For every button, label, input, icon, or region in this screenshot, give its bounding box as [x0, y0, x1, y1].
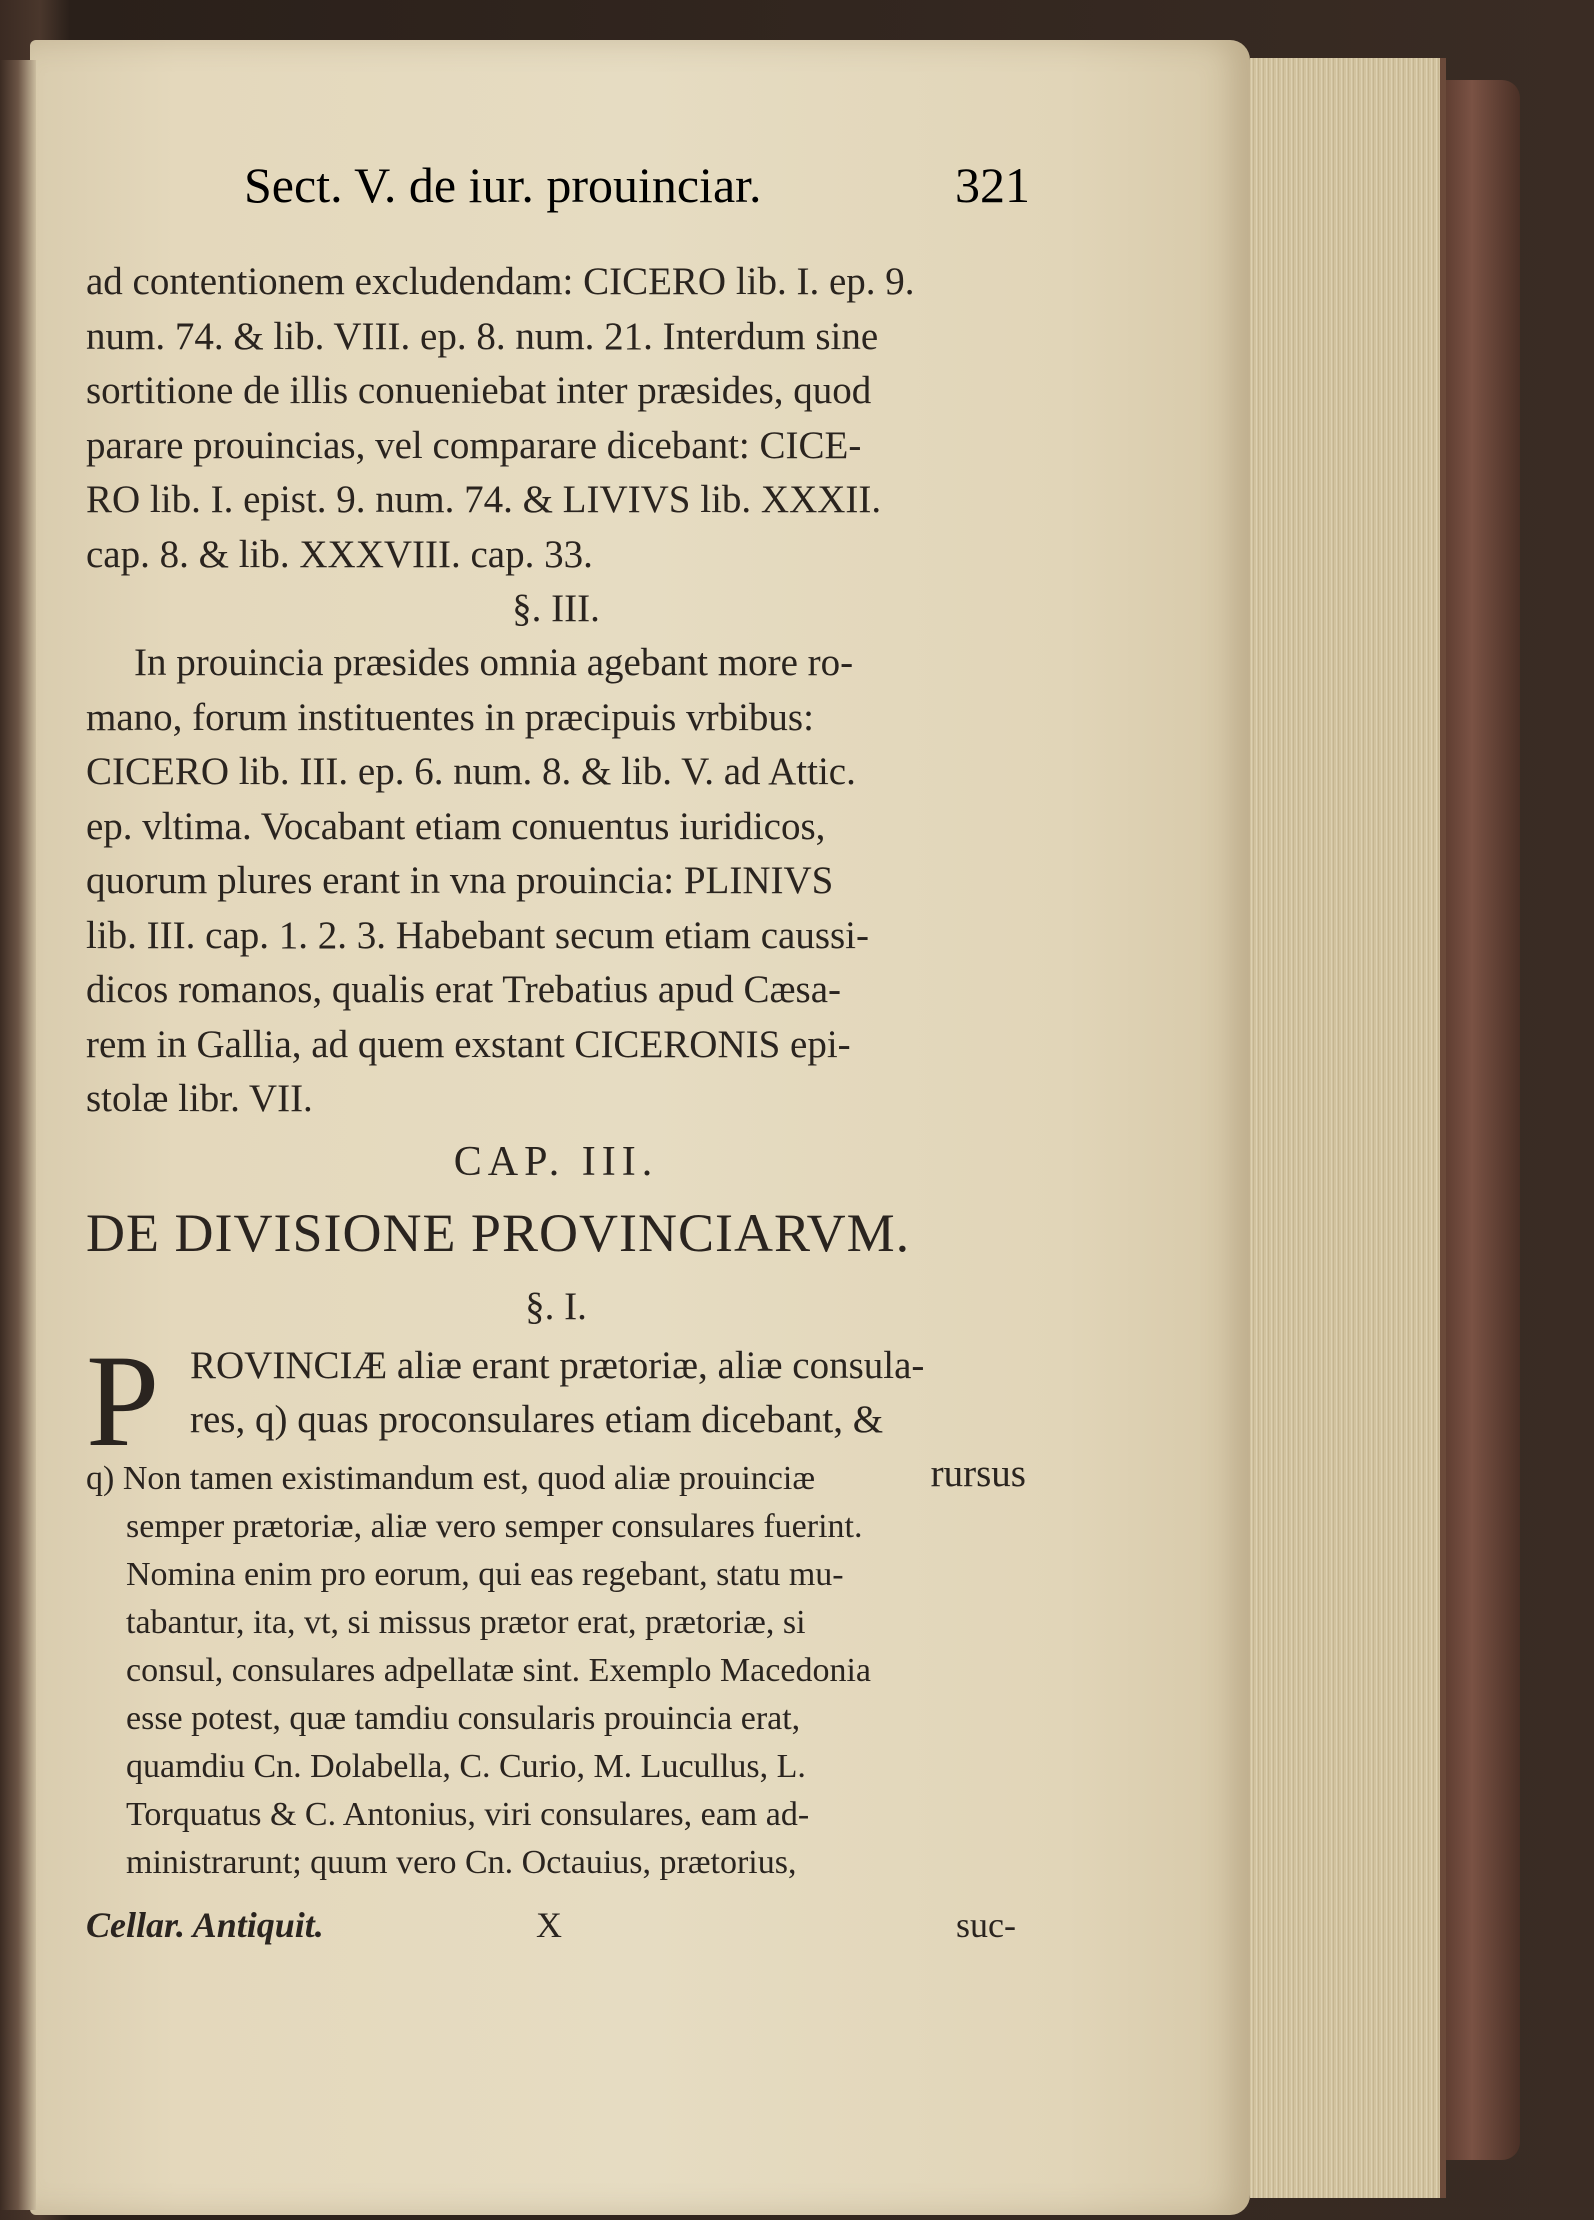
footnote — [86, 1455, 1026, 1887]
section-heading-iii: §. III. — [512, 587, 600, 630]
section-heading-i: §. I. — [525, 1284, 587, 1328]
footnote-line: esse potest, quæ tamdiu consularis prouincia erat, — [126, 1700, 801, 1737]
text-line: dicos romanos, qualis erat Trebatius apud Cæsa- — [86, 968, 841, 1011]
footnote-line: Nomina enim pro eorum, qui eas regebant, statu mu- — [126, 1556, 844, 1593]
main-text — [86, 255, 1026, 1507]
text-line: CICERO lib. III. ep. 6. num. 8. & lib. V. ad Attic. — [86, 750, 856, 793]
page-footer — [86, 1900, 1026, 1950]
page-edges — [1250, 58, 1446, 2198]
footnote-line: quamdiu Cn. Dolabella, C. Curio, M. Lucullus, L. — [126, 1748, 806, 1785]
running-header — [160, 150, 1030, 220]
text-line: rursus — [930, 1451, 1026, 1495]
text-line: In prouincia præsides omnia agebant more ro- — [134, 641, 854, 684]
chapter-title: DE DIVISIONE PROVINCIARVM. — [86, 1202, 911, 1263]
footnote-line: semper prætoriæ, aliæ vero semper consulares fuerint. — [126, 1508, 863, 1545]
page-number: 321 — [955, 157, 1030, 213]
text-line: cap. 8. & lib. XXXVIII. cap. 33. — [86, 532, 593, 576]
footnote-line: tabantur, ita, vt, si missus prætor erat, prætoriæ, si — [126, 1604, 806, 1641]
binding-gutter — [0, 60, 36, 2210]
footnote-line: q) Non tamen existimandum est, quod aliæ prouinciæ — [86, 1460, 816, 1497]
text-line: mano, forum instituentes in præcipuis vrbibus: — [86, 695, 814, 739]
text-line: num. 74. & lib. VIII. ep. 8. num. 21. Interdum sine — [86, 314, 879, 358]
footnote-line: ministrarunt; quum vero Cn. Octauius, prætorius, — [126, 1844, 797, 1881]
text-line: lib. III. cap. 1. 2. 3. Habebant secum etiam caussi- — [86, 913, 869, 957]
text-line: RO lib. I. epist. 9. num. 74. & LIVIVS lib. XXXII. — [86, 478, 882, 521]
text-line: ad contentionem excludendam: CICERO lib. I. ep. 9. — [86, 260, 915, 303]
text-line: stolæ libr. VII. — [86, 1077, 313, 1120]
catchword: suc- — [956, 1905, 1016, 1945]
text-line: parare prouincias, vel comparare dicebant: CICE- — [86, 423, 862, 467]
drop-cap: P — [86, 1326, 160, 1474]
printer-signature: Cellar. Antiquit. — [86, 1905, 324, 1945]
text-line: quorum plures erant in vna prouincia: PLINIVS — [86, 859, 834, 902]
signature-mark: X — [536, 1905, 562, 1945]
footnote-line: consul, consulares adpellatæ sint. Exemplo Macedonia — [126, 1652, 871, 1689]
text-line: ROVINCIÆ aliæ erant prætoriæ, aliæ consula- — [190, 1343, 925, 1387]
book-cover-edge — [1440, 80, 1520, 2160]
text-line: res, q) quas proconsulares etiam dicebant, & — [190, 1397, 884, 1441]
footnote-line: Torquatus & C. Antonius, viri consulares, eam ad- — [126, 1796, 810, 1833]
text-line: ep. vltima. Vocabant etiam conuentus iuridicos, — [86, 804, 826, 848]
running-title: Sect. V. de iur. prouinciar. — [244, 157, 762, 213]
text-line: rem in Gallia, ad quem exstant CICERONIS epi- — [86, 1022, 851, 1066]
text-line: sortitione de illis conueniebat inter præsides, quod — [86, 369, 872, 412]
chapter-label: CAP. III. — [453, 1138, 659, 1185]
